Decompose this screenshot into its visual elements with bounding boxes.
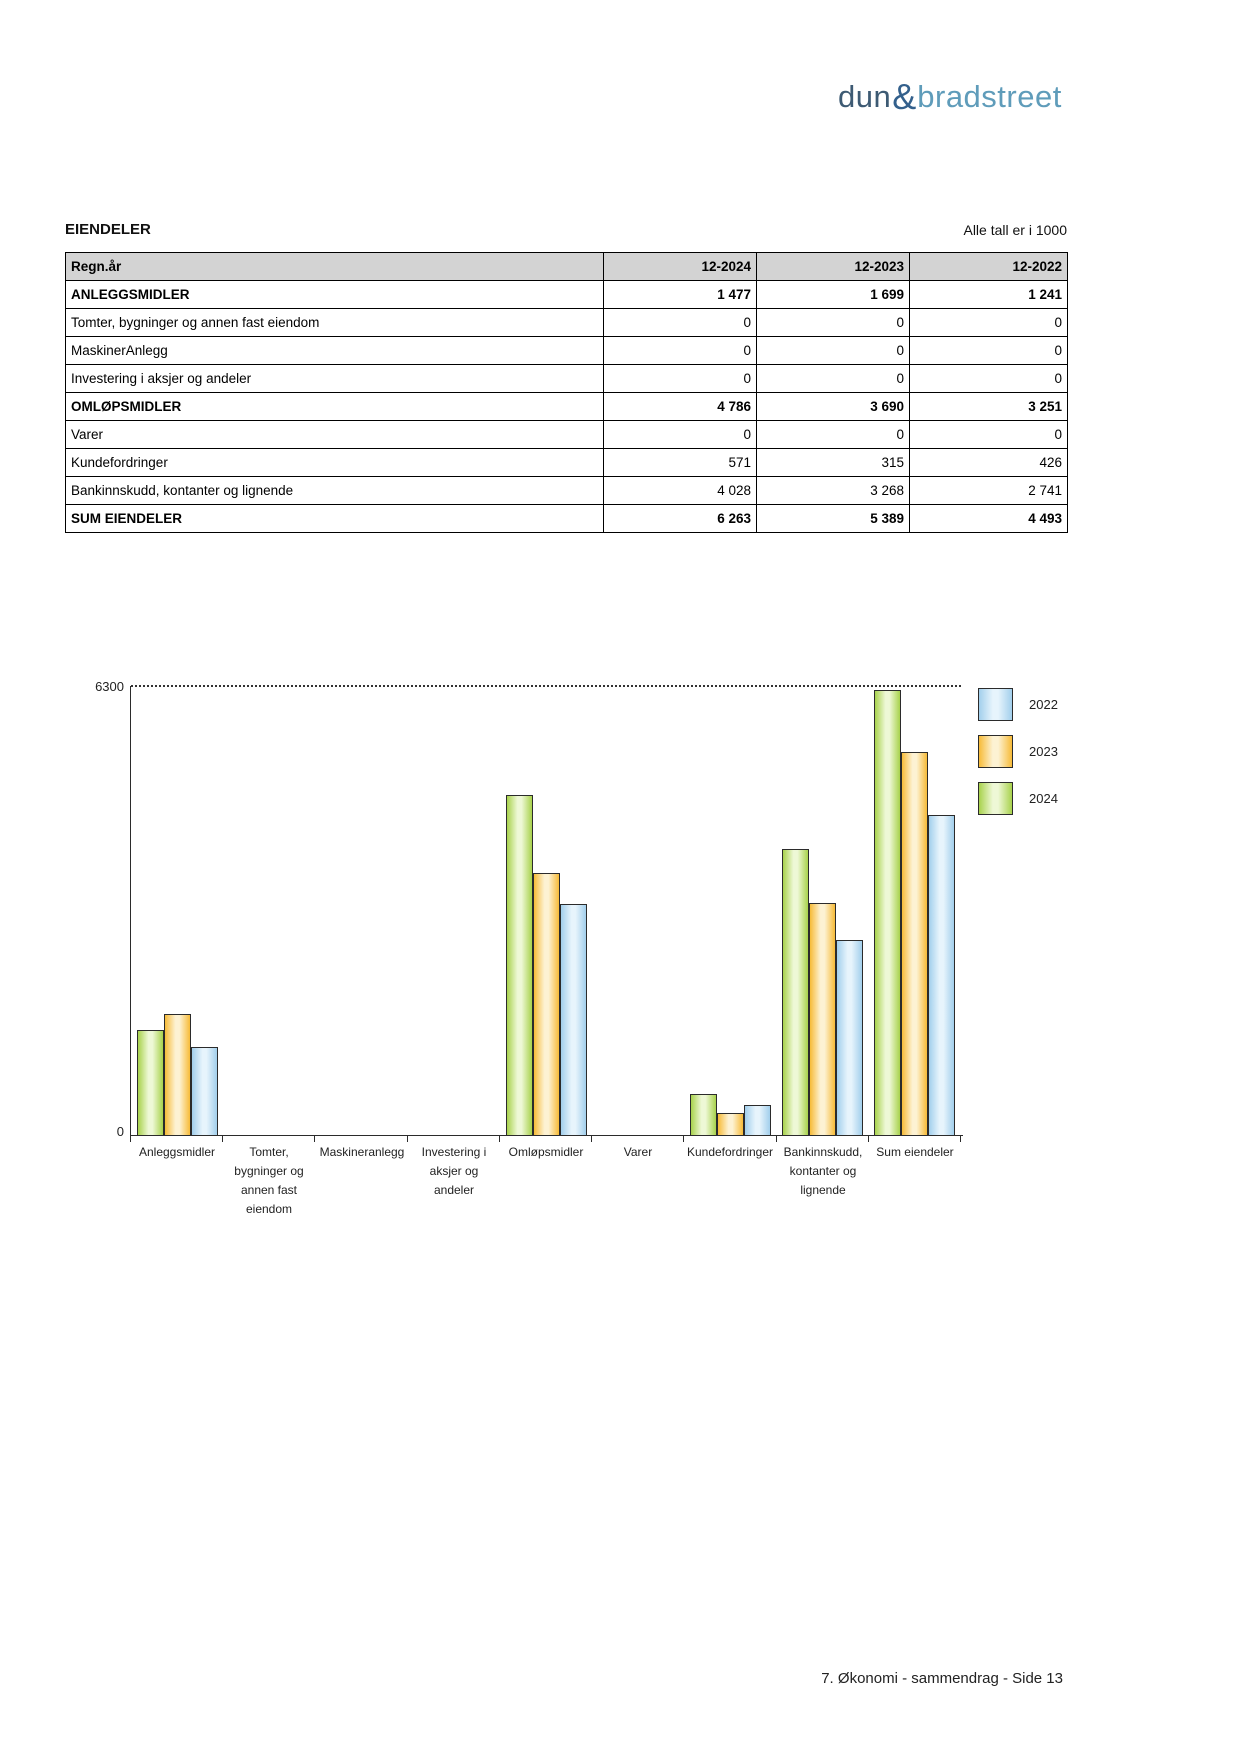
bar-2024-oml-psmidler xyxy=(506,795,533,1135)
category-label-line: andeler xyxy=(433,1183,475,1197)
legend-item-2024 xyxy=(978,782,1058,815)
x-axis-tick xyxy=(222,1136,223,1142)
category-label-line: bygninger og xyxy=(234,1164,304,1178)
legend-label: 2022 xyxy=(1029,697,1058,712)
bar-2022-kundefordringer xyxy=(744,1105,771,1135)
row-label: ANLEGGSMIDLER xyxy=(66,281,604,309)
category-label-line: Omløpsmidler xyxy=(508,1145,584,1159)
x-axis-tick xyxy=(407,1136,408,1142)
x-axis-tick xyxy=(960,1136,961,1142)
category-label xyxy=(845,1143,985,1162)
bar-2023-kundefordringer xyxy=(717,1113,744,1135)
x-axis-tick xyxy=(683,1136,684,1142)
logo-ampersand-icon: & xyxy=(892,76,917,117)
row-value: 0 xyxy=(757,421,910,449)
row-label: OMLØPSMIDLER xyxy=(66,393,604,421)
row-value: 1 241 xyxy=(910,281,1068,309)
x-axis-tick xyxy=(499,1136,500,1142)
legend-label: 2024 xyxy=(1029,791,1058,806)
category-label-line: Investering i xyxy=(421,1145,487,1159)
logo-text-dun: dun xyxy=(838,79,892,114)
row-label: MaskinerAnlegg xyxy=(66,337,604,365)
y-axis-min-label: 0 xyxy=(116,1124,124,1139)
bar-2022-anleggsmidler xyxy=(191,1047,218,1135)
row-value: 2 741 xyxy=(910,477,1068,505)
max-gridline xyxy=(131,685,961,687)
legend-swatch-2023 xyxy=(978,735,1013,768)
category-label-line: Anleggsmidler xyxy=(138,1145,216,1159)
row-value: 0 xyxy=(604,337,757,365)
bar-2024-sum-eiendeler xyxy=(874,690,901,1135)
table-header-year: 12-2022 xyxy=(910,253,1068,281)
table-header-year: 12-2024 xyxy=(604,253,757,281)
x-axis-line xyxy=(130,1135,963,1136)
row-value: 0 xyxy=(910,337,1068,365)
units-note: Alle tall er i 1000 xyxy=(963,222,1067,238)
bar-2022-bankinnskudd-kontanter-og-lignende xyxy=(836,940,863,1135)
bar-2023-bankinnskudd-kontanter-og-lignende xyxy=(809,903,836,1135)
row-value: 315 xyxy=(757,449,910,477)
row-value: 6 263 xyxy=(604,505,757,533)
row-value: 0 xyxy=(604,309,757,337)
x-axis-tick xyxy=(868,1136,869,1142)
row-value: 4 786 xyxy=(604,393,757,421)
row-value: 426 xyxy=(910,449,1068,477)
section-title: EIENDELER xyxy=(65,221,151,238)
logo-text-bradstreet: bradstreet xyxy=(917,79,1062,114)
page-footer: 7. Økonomi - sammendrag - Side 13 xyxy=(821,1670,1063,1687)
legend-item-2023 xyxy=(978,735,1058,768)
row-value: 0 xyxy=(604,365,757,393)
category-label-line: kontanter og xyxy=(789,1164,857,1178)
legend-label: 2023 xyxy=(1029,744,1058,759)
row-label: Kundefordringer xyxy=(66,449,604,477)
category-label-line: Sum eiendeler xyxy=(876,1145,954,1159)
row-label: Tomter, bygninger og annen fast eiendom xyxy=(66,309,604,337)
row-value: 0 xyxy=(757,309,910,337)
legend-swatch-2024 xyxy=(978,782,1013,815)
row-value: 0 xyxy=(604,421,757,449)
table-header-label: Regn.år xyxy=(66,253,604,281)
category-label-line: Tomter, xyxy=(249,1145,289,1159)
category-label-line: Maskineranlegg xyxy=(319,1145,405,1159)
legend-item-2022 xyxy=(978,688,1058,721)
bar-2022-oml-psmidler xyxy=(560,904,587,1135)
x-axis-tick xyxy=(776,1136,777,1142)
row-value: 3 268 xyxy=(757,477,910,505)
category-label-line: aksjer og xyxy=(429,1164,479,1178)
row-label: SUM EIENDELER xyxy=(66,505,604,533)
category-label-line: Kundefordringer xyxy=(686,1145,774,1159)
row-value: 5 389 xyxy=(757,505,910,533)
x-axis-tick xyxy=(130,1136,131,1142)
y-axis-max-label: 6300 xyxy=(95,679,124,694)
row-value: 0 xyxy=(757,337,910,365)
row-value: 1 699 xyxy=(757,281,910,309)
bar-2023-oml-psmidler xyxy=(533,873,560,1135)
row-value: 4 028 xyxy=(604,477,757,505)
category-label-line: Varer xyxy=(623,1145,653,1159)
x-axis-tick xyxy=(314,1136,315,1142)
row-value: 0 xyxy=(910,365,1068,393)
row-value: 0 xyxy=(757,365,910,393)
row-value: 0 xyxy=(910,421,1068,449)
row-value: 1 477 xyxy=(604,281,757,309)
row-value: 571 xyxy=(604,449,757,477)
row-value: 3 690 xyxy=(757,393,910,421)
row-label: Bankinnskudd, kontanter og lignende xyxy=(66,477,604,505)
row-label: Investering i aksjer og andeler xyxy=(66,365,604,393)
row-label: Varer xyxy=(66,421,604,449)
category-label-line: lignende xyxy=(800,1183,846,1197)
row-value: 0 xyxy=(910,309,1068,337)
row-value: 3 251 xyxy=(910,393,1068,421)
category-label-line: Bankinnskudd, xyxy=(783,1145,863,1159)
bar-2023-anleggsmidler xyxy=(164,1014,191,1135)
bar-2024-anleggsmidler xyxy=(137,1030,164,1135)
bar-2024-bankinnskudd-kontanter-og-lignende xyxy=(782,849,809,1135)
category-label-line: annen fast xyxy=(240,1183,298,1197)
y-axis-line xyxy=(130,686,131,1136)
legend-swatch-2022 xyxy=(978,688,1013,721)
bar-2023-sum-eiendeler xyxy=(901,752,928,1135)
category-label-line: eiendom xyxy=(245,1202,293,1216)
x-axis-tick xyxy=(591,1136,592,1142)
bar-2022-sum-eiendeler xyxy=(928,815,955,1135)
row-value: 4 493 xyxy=(910,505,1068,533)
bar-2024-kundefordringer xyxy=(690,1094,717,1135)
table-header-year: 12-2023 xyxy=(757,253,910,281)
